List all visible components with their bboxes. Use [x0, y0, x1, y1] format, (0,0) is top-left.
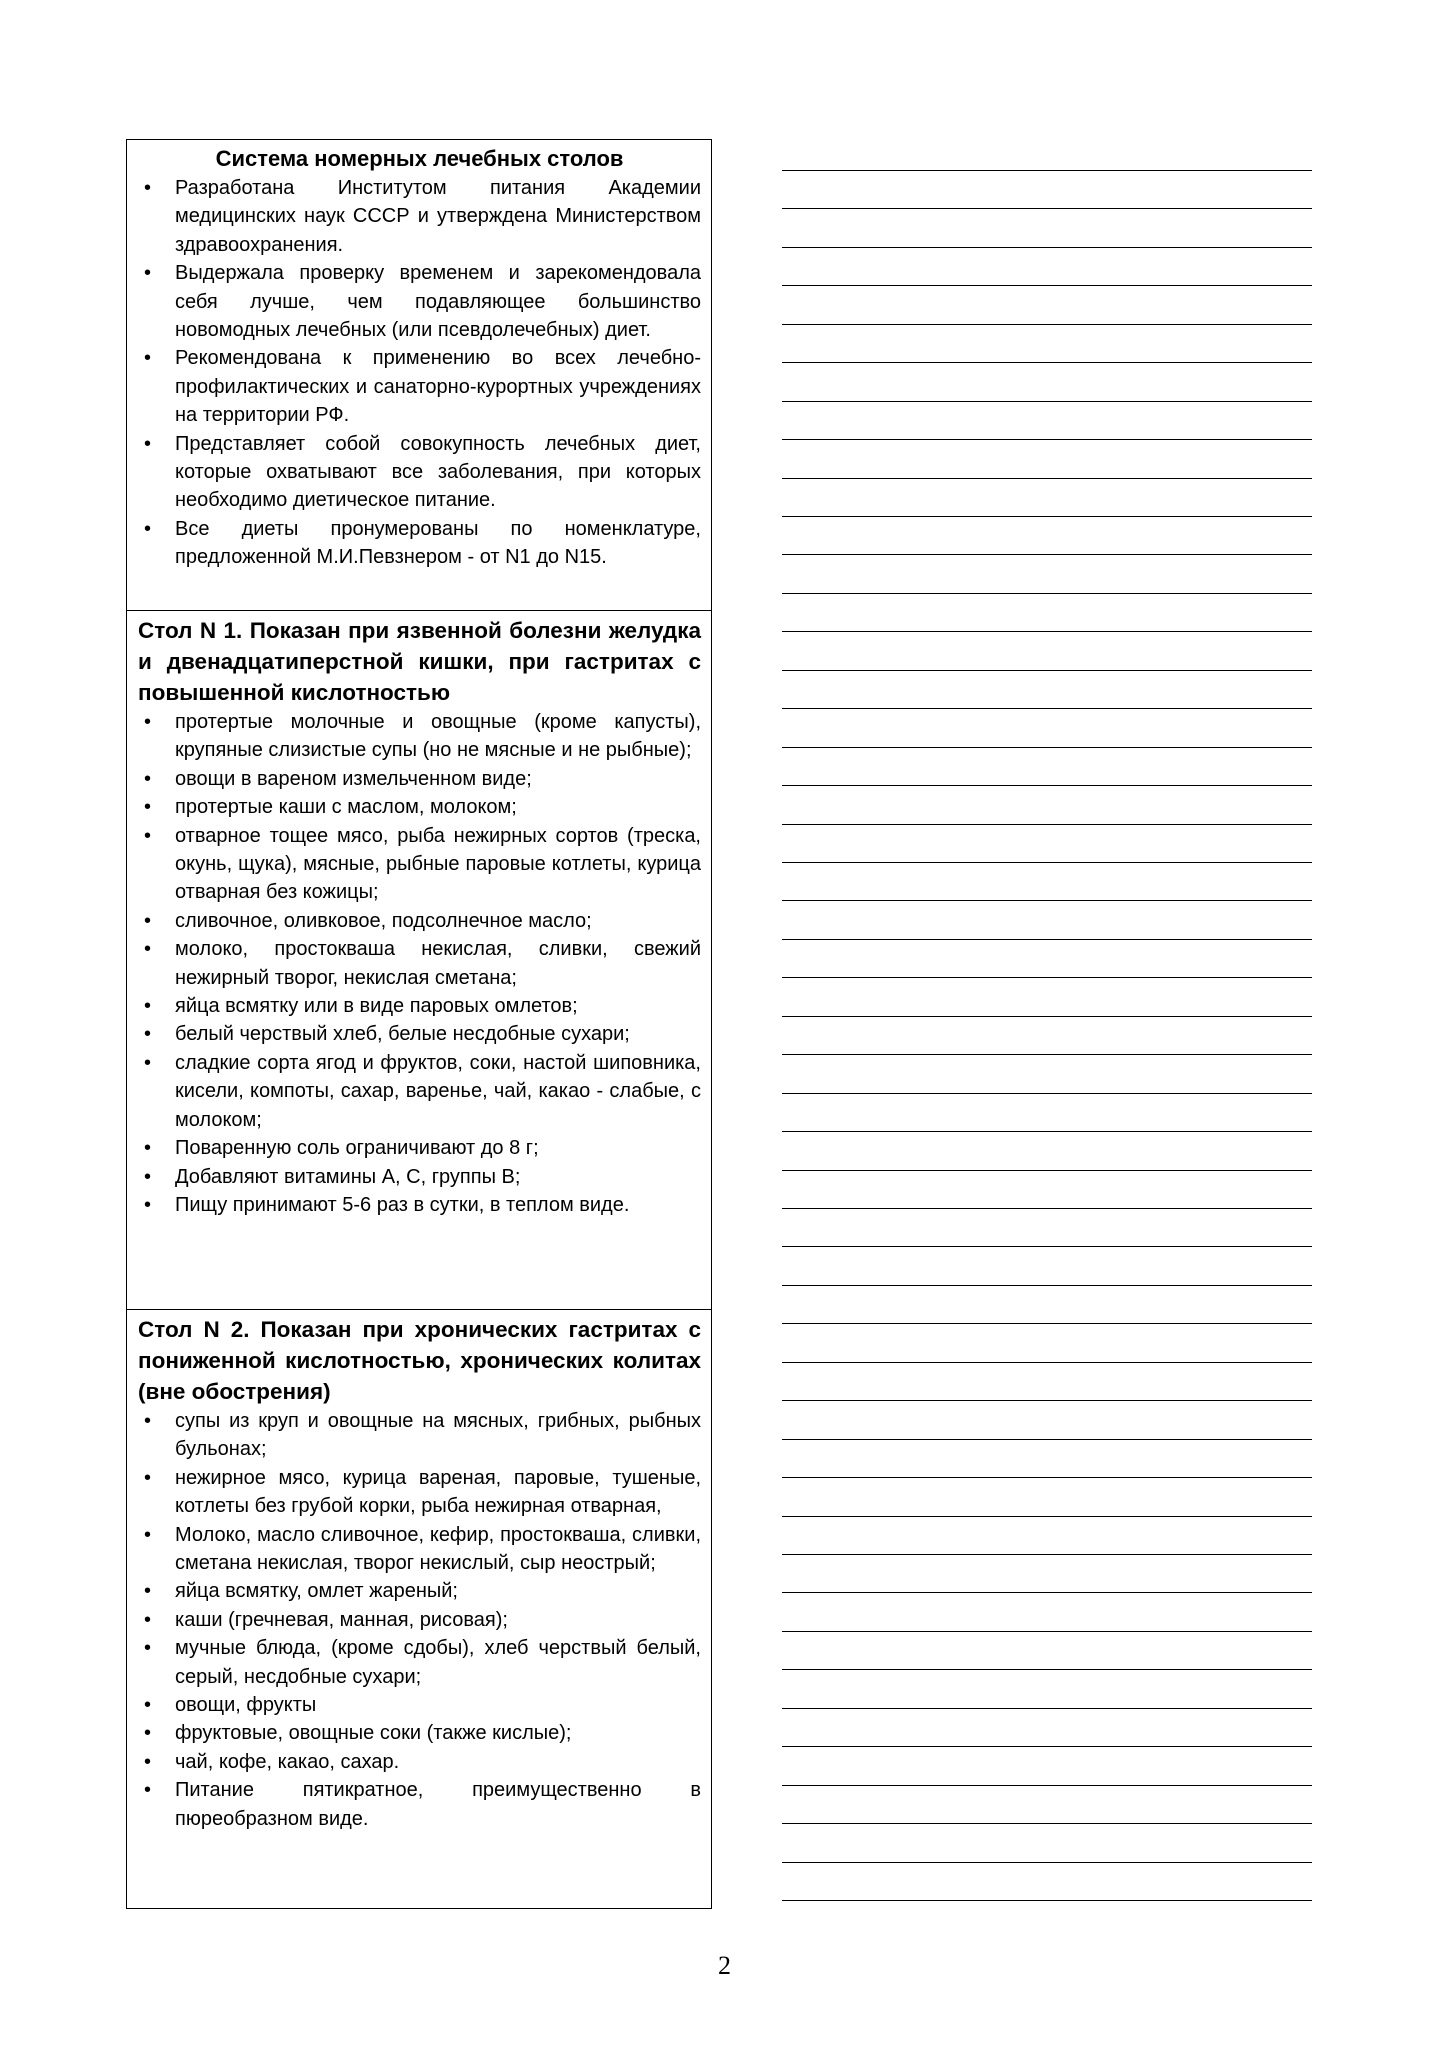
note-line	[782, 708, 1312, 709]
list-item: • сливочное, оливковое, подсолнечное масло;	[138, 907, 701, 935]
table2-title: Стол N 2. Показан при хронических гастритах с пониженной кислотностью, хронических колитах (вне обострения)	[138, 1317, 701, 1404]
table2-section	[127, 1309, 711, 1908]
list-item: • протертые молочные и овощные (кроме капусты), крупяные слизистые супы (но не мясные и не рыбные);	[138, 708, 701, 765]
list-item: • Питание пятикратное, преимущественно в пюреобразном виде.	[138, 1776, 701, 1833]
note-line	[782, 1131, 1312, 1132]
page-number: 2	[718, 1951, 731, 1980]
list-item: • отварное тощее мясо, рыба нежирных сортов (треска, окунь, щука), мясные, рыбные паровые котлеты, курица отварная без кожицы;	[138, 822, 701, 907]
intro-title: Система номерных лечебных столов	[215, 146, 624, 171]
note-line	[782, 1439, 1312, 1440]
note-line	[782, 247, 1312, 248]
list-item: • протертые каши с маслом, молоком;	[138, 793, 701, 821]
note-line	[782, 401, 1312, 402]
note-line	[782, 208, 1312, 209]
list-item: • сладкие сорта ягод и фруктов, соки, настой шиповника, кисели, компоты, сахар, варенье, чай, какао - слабые, с молоком;	[138, 1049, 701, 1134]
note-line	[782, 1323, 1312, 1324]
note-line	[782, 977, 1312, 978]
note-line	[782, 939, 1312, 940]
note-line	[782, 747, 1312, 748]
note-line	[782, 1170, 1312, 1171]
note-line	[782, 1516, 1312, 1517]
note-line	[782, 862, 1312, 863]
diet-tables-box	[126, 139, 712, 1909]
note-line	[782, 516, 1312, 517]
list-item: • овощи в вареном измельченном виде;	[138, 765, 701, 793]
note-lines	[782, 0, 1312, 1930]
note-line	[782, 900, 1312, 901]
list-item: • Молоко, масло сливочное, кефир, простокваша, сливки, сметана некислая, творог некислый, сыр неострый;	[138, 1521, 701, 1578]
list-item: • Пищу принимают 5-6 раз в сутки, в теплом виде.	[138, 1191, 701, 1219]
note-line	[782, 1862, 1312, 1863]
list-item: • Выдержала проверку временем и зарекомендовала себя лучше, чем подавляющее большинство новомодных лечебных (или псевдолечебных) диет.	[138, 259, 701, 344]
list-item: • овощи, фрукты	[138, 1691, 701, 1719]
note-line	[782, 478, 1312, 479]
note-line	[782, 593, 1312, 594]
note-line	[782, 1285, 1312, 1286]
list-item: • яйца всмятку или в виде паровых омлетов;	[138, 992, 701, 1020]
note-line	[782, 785, 1312, 786]
note-line	[782, 1708, 1312, 1709]
note-line	[782, 824, 1312, 825]
note-line	[782, 1631, 1312, 1632]
note-line	[782, 1785, 1312, 1786]
table1-list	[138, 708, 701, 1219]
note-line	[782, 1746, 1312, 1747]
list-item: • нежирное мясо, курица вареная, паровые, тушеные, котлеты без грубой корки, рыба нежирная отварная,	[138, 1464, 701, 1521]
note-line	[782, 439, 1312, 440]
list-item: • фруктовые, овощные соки (также кислые);	[138, 1719, 701, 1747]
note-line	[782, 285, 1312, 286]
list-item: • Представляет собой совокупность лечебных диет, которые охватывают все заболевания, при которых необходимо диетическое питание.	[138, 430, 701, 515]
note-line	[782, 1669, 1312, 1670]
list-item: • мучные блюда, (кроме сдобы), хлеб черствый белый, серый, несдобные сухари;	[138, 1634, 701, 1691]
list-item: • молоко, простокваша некислая, сливки, свежий нежирный творог, некислая сметана;	[138, 935, 701, 992]
note-line	[782, 631, 1312, 632]
note-line	[782, 670, 1312, 671]
note-line	[782, 324, 1312, 325]
note-line	[782, 1016, 1312, 1017]
list-item: • Все диеты пронумерованы по номенклатуре, предложенной М.И.Певзнером - от N1 до N15.	[138, 515, 701, 572]
note-line	[782, 1823, 1312, 1824]
table2-list	[138, 1407, 701, 1833]
table1-section	[127, 610, 711, 1309]
list-item: • Поваренную соль ограничивают до 8 г;	[138, 1134, 701, 1162]
note-line	[782, 554, 1312, 555]
list-item: • Рекомендована к применению во всех лечебно-профилактических и санаторно-курортных учреждениях на территории РФ.	[138, 344, 701, 429]
list-item: • Добавляют витамины А, С, группы В;	[138, 1163, 701, 1191]
list-item: • яйца всмятку, омлет жареный;	[138, 1577, 701, 1605]
note-line	[782, 362, 1312, 363]
note-line	[782, 1054, 1312, 1055]
note-line	[782, 1246, 1312, 1247]
note-line	[782, 1592, 1312, 1593]
note-line	[782, 1900, 1312, 1901]
intro-list	[138, 174, 701, 572]
intro-section	[127, 140, 711, 610]
note-line	[782, 170, 1312, 171]
note-line	[782, 1554, 1312, 1555]
list-item: • Разработана Институтом питания Академии медицинских наук СССР и утверждена Министерством здравоохранения.	[138, 174, 701, 259]
note-line	[782, 1362, 1312, 1363]
list-item: • каши (гречневая, манная, рисовая);	[138, 1606, 701, 1634]
list-item: • чай, кофе, какао, сахар.	[138, 1748, 701, 1776]
list-item: • белый черствый хлеб, белые несдобные сухари;	[138, 1020, 701, 1048]
list-item: • супы из круп и овощные на мясных, грибных, рыбных бульонах;	[138, 1407, 701, 1464]
note-line	[782, 1477, 1312, 1478]
note-line	[782, 1208, 1312, 1209]
table1-title: Стол N 1. Показан при язвенной болезни желудка и двенадцатиперстной кишки, при гастритах с повышенной кислотностью	[138, 618, 701, 705]
note-line	[782, 1400, 1312, 1401]
note-line	[782, 1093, 1312, 1094]
